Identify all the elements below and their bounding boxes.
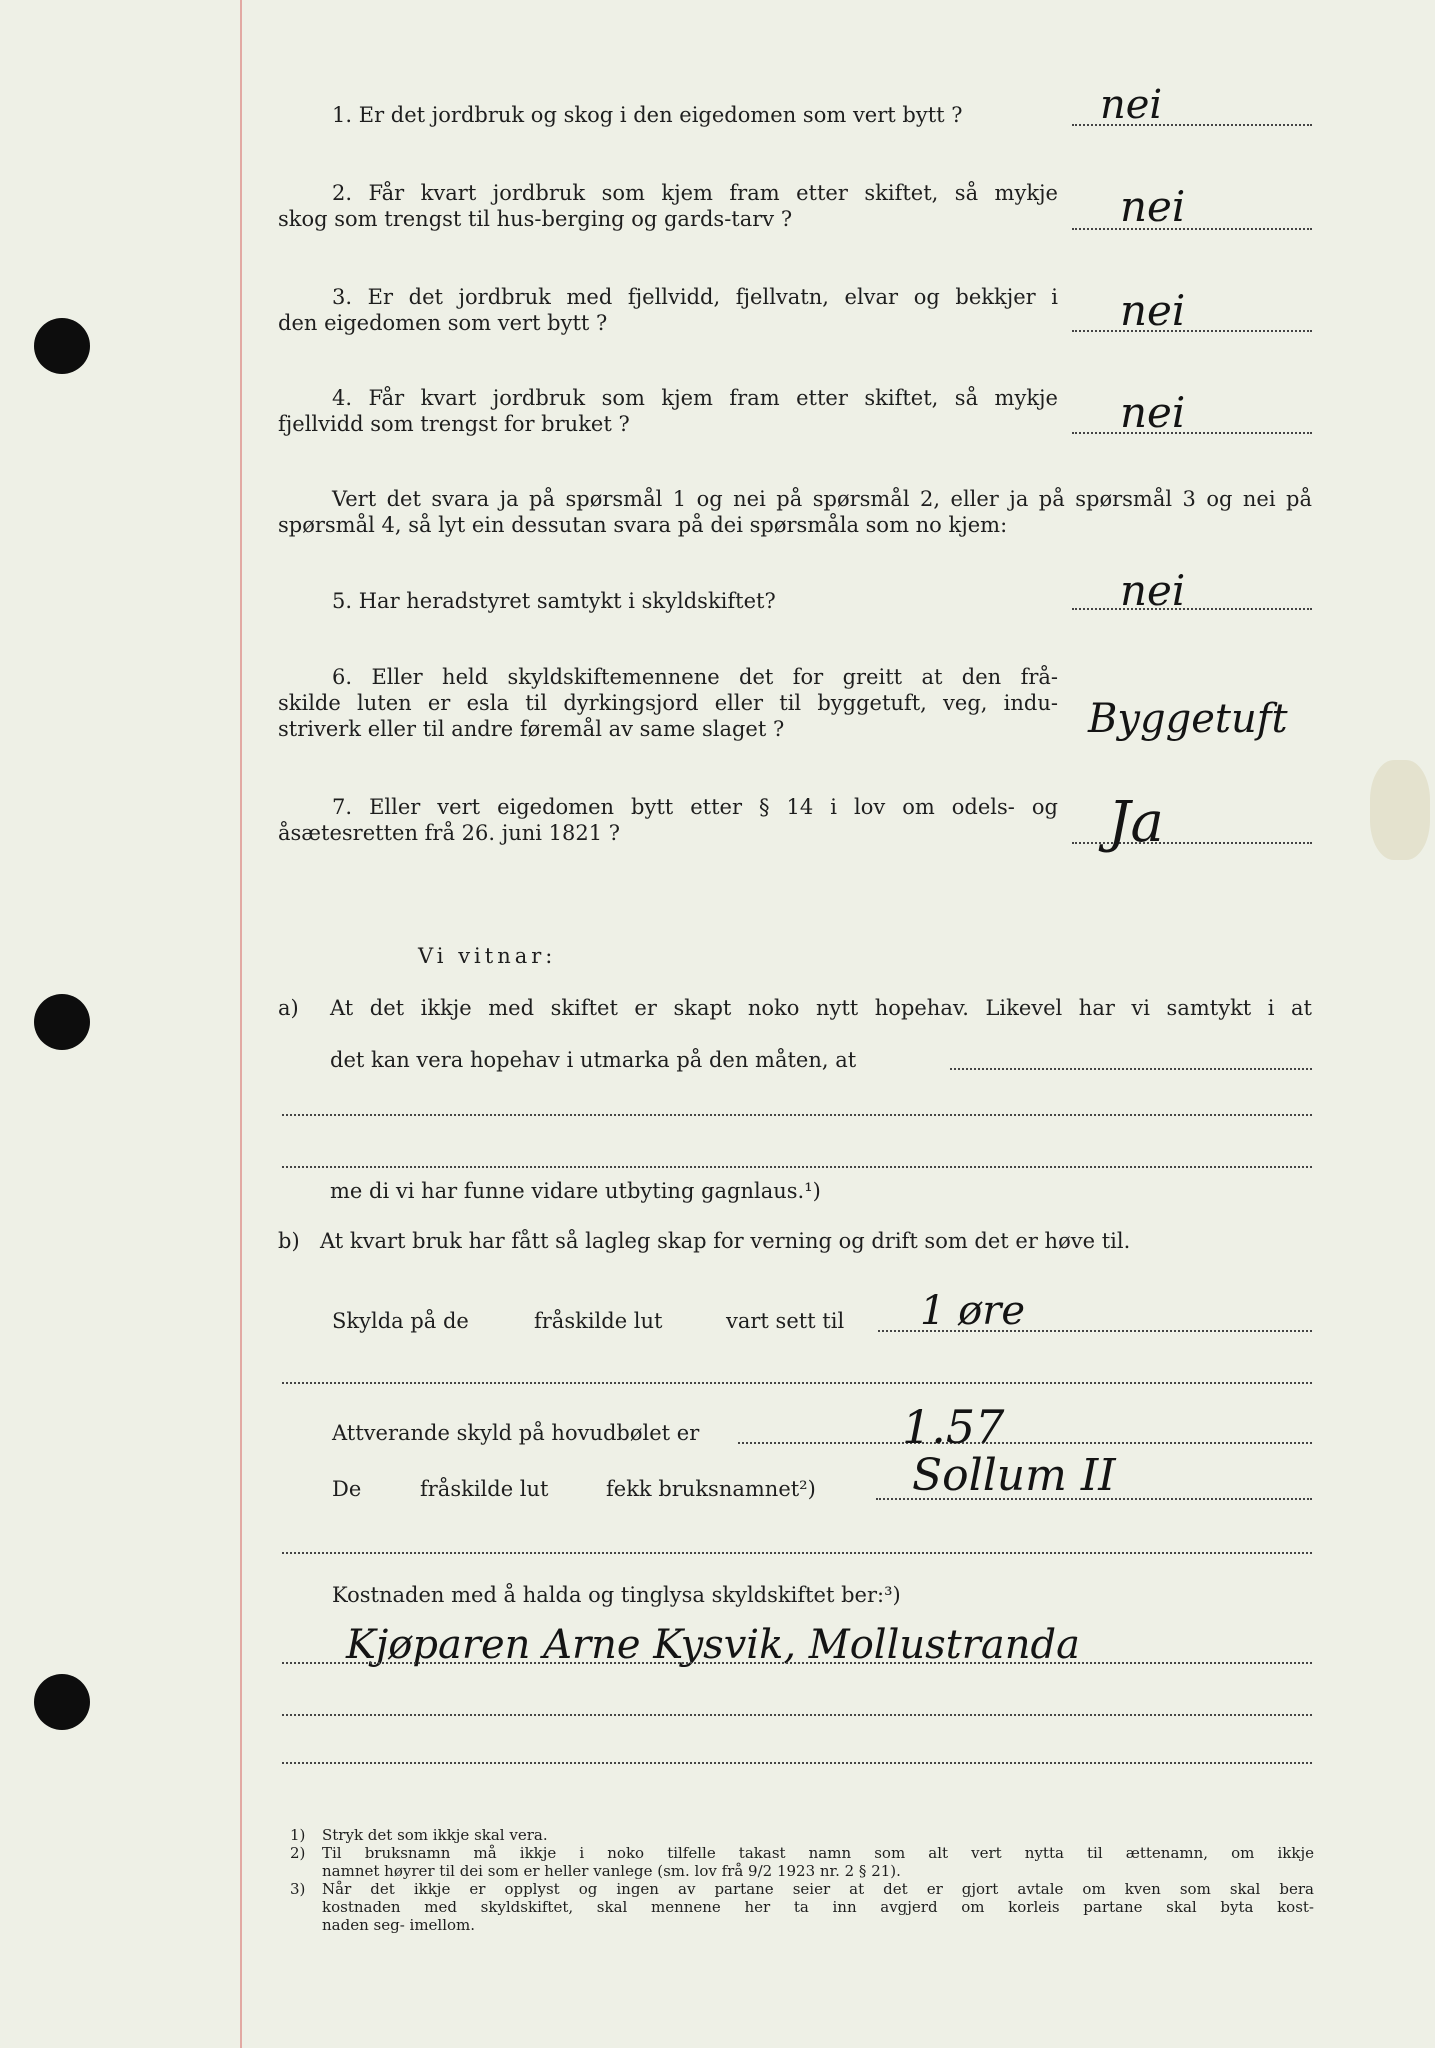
fill-line	[282, 1114, 1312, 1116]
witness-a-line3: me di vi har funne vidare utbyting gagnlaus.¹)	[330, 1179, 821, 1203]
witness-b-line1: At kvart bruk har fått så lagleg skap for verning og drift som det er høve til.	[320, 1229, 1131, 1253]
fill-line	[282, 1552, 1312, 1554]
answer-line	[1072, 228, 1312, 230]
fill-line	[950, 1068, 1312, 1070]
fill-line	[282, 1382, 1312, 1384]
question-2: 2. Får kvart jordbruk som kjem fram etter skiftet, så mykje skog som trengst til hus-berging og gards-tarv ?	[278, 181, 1058, 231]
answer-4: nei	[1120, 388, 1186, 437]
question-3: 3. Er det jordbruk med fjellvidd, fjellvatn, elvar og bekkjer i den eigedomen som vert bytt ?	[278, 285, 1058, 335]
footnotes	[290, 1826, 1314, 1934]
answer-1: nei	[1100, 82, 1163, 128]
fill-line	[282, 1662, 1312, 1664]
question-5: 5. Har heradstyret samtykt i skyldskiftet?	[332, 589, 776, 613]
punch-hole	[34, 318, 90, 374]
answer-line	[1072, 432, 1312, 434]
witness-a-line1: At det ikkje med skiftet er skapt noko nytt hopehav. Likevel har vi samtykt i at	[330, 996, 1312, 1020]
question-4: 4. Får kvart jordbruk som kjem fram etter skiftet, så mykje fjellvidd som trengst for bruket ?	[278, 386, 1058, 436]
question-6: 6. Eller held skyldskiftemennene det for greitt at den frå- skilde luten er esla til dyrkingsjord eller til byggetuft, veg, indu- striverk eller til andre føremål av same slaget ?	[278, 665, 1058, 741]
witness-heading: Vi vitnar:	[418, 944, 557, 968]
witness-b-label: b)	[278, 1229, 300, 1253]
margin-rule	[240, 0, 242, 2048]
answer-7: Ja	[1108, 790, 1164, 855]
question-7: 7. Eller vert eigedomen bytt etter § 14 i lov om odels- og åsætesretten frå 26. juni 1821 ?	[278, 795, 1058, 845]
skyld-value: 1 øre	[920, 1288, 1026, 1334]
punch-hole	[34, 994, 90, 1050]
bruksnamn-label-3: fekk bruksnamnet²)	[606, 1477, 816, 1501]
footnote-3: 3) Når det ikkje er opplyst og ingen av partane seier at det er gjort avtale om kven som skal bera kostnaden med skyldskiftet, skal mennene her ta inn avgjerd om korleis partane skal byta kost- naden seg- imellom.	[290, 1880, 1314, 1934]
answer-6: Byggetuft	[1088, 696, 1288, 742]
answer-5: nei	[1120, 566, 1186, 615]
fill-line	[282, 1166, 1312, 1168]
paper-stain	[1370, 760, 1430, 860]
footnote-1: 1) Stryk det som ikkje skal vera.	[290, 1826, 548, 1844]
attverande-label: Attverande skyld på hovudbølet er	[332, 1421, 700, 1445]
skyld-label-3: vart sett til	[726, 1309, 845, 1333]
conditional-instruction: Vert det svara ja på spørsmål 1 og nei på spørsmål 2, eller ja på spørsmål 3 og nei på spørsmål 4, så lyt ein dessutan svara på dei spørsmåla som no kjem:	[278, 487, 1312, 537]
bruksnamn-label-2: fråskilde lut	[420, 1477, 549, 1501]
bruksnamn-label-1: De	[332, 1477, 362, 1501]
footnote-2: 2) Til bruksnamn må ikkje i noko tilfelle takast namn som alt vert nytta til ættenamn, om ikkje namnet høyrer til dei som er heller vanlege (sm. lov frå 9/2 1923 nr. 2 § 21).	[290, 1844, 1314, 1880]
fill-line	[282, 1762, 1312, 1764]
attverande-value: 1.57	[902, 1400, 1005, 1454]
witness-a-label: a)	[278, 996, 299, 1020]
kostnad-value: Kjøparen Arne Kysvik, Mollustranda	[346, 1622, 1080, 1668]
punch-hole	[34, 1674, 90, 1730]
answer-3: nei	[1120, 286, 1186, 335]
question-1: 1. Er det jordbruk og skog i den eigedomen som vert bytt ?	[332, 103, 963, 127]
skyld-label-2: fråskilde lut	[534, 1309, 663, 1333]
skyld-label-1: Skylda på de	[332, 1309, 469, 1333]
kostnad-label: Kostnaden med å halda og tinglysa skyldskiftet ber:³)	[332, 1583, 901, 1607]
answer-line	[1072, 330, 1312, 332]
answer-line	[1072, 608, 1312, 610]
answer-2: nei	[1120, 182, 1186, 231]
bruksnamn-value: Sollum II	[912, 1450, 1116, 1501]
fill-line	[282, 1714, 1312, 1716]
fill-line	[738, 1442, 1312, 1444]
witness-a-line2: det kan vera hopehav i utmarka på den måten, at	[330, 1048, 857, 1072]
